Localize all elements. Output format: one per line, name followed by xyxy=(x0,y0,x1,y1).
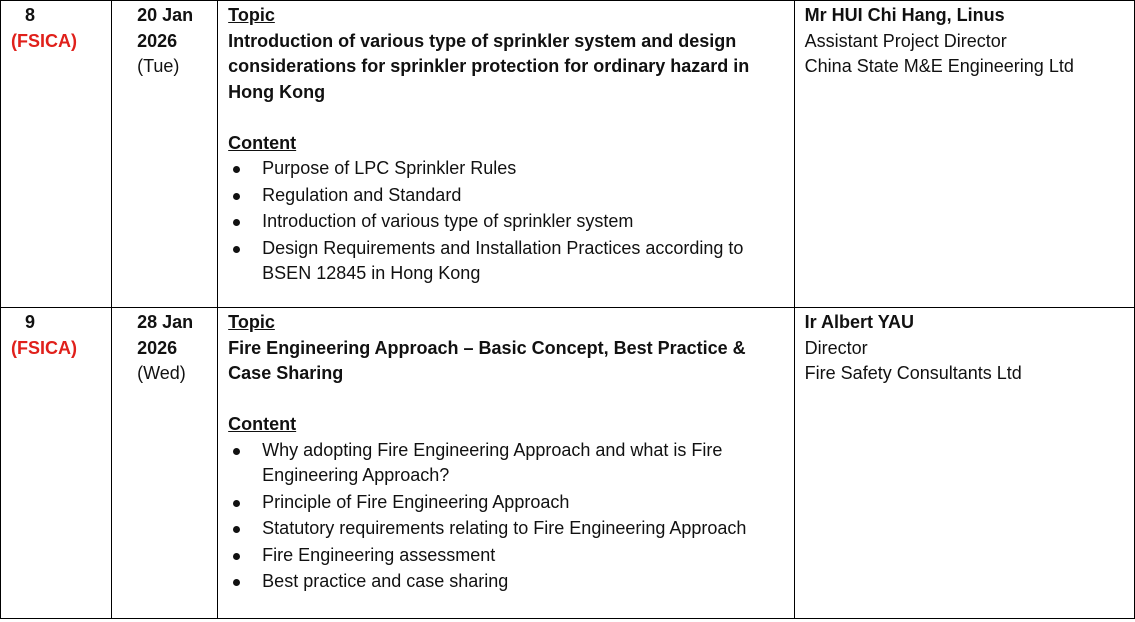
spacer xyxy=(228,105,784,131)
bullet-icon xyxy=(233,579,240,586)
session-date-weekday: (Tue) xyxy=(137,56,180,76)
topic-label: Topic xyxy=(228,5,275,25)
content-item xyxy=(228,236,784,287)
content-item xyxy=(228,569,784,595)
session-date-weekday: (Wed) xyxy=(137,363,186,383)
content-item xyxy=(228,183,784,209)
organizer-tag: (FSICA) xyxy=(11,30,77,51)
organizer-tag: (FSICA) xyxy=(11,337,77,358)
bullet-icon xyxy=(233,526,240,533)
content-item-text: Design Requirements and Installation Practices according to BSEN 12845 in Hong Kong xyxy=(262,237,744,283)
session-topic-cell xyxy=(218,1,795,308)
bullet-icon xyxy=(233,448,240,455)
session-number-cell xyxy=(1,1,112,308)
session-date-cell xyxy=(112,308,218,619)
content-item-text: Purpose of LPC Sprinkler Rules xyxy=(262,158,517,178)
session-date-year: 2026 xyxy=(137,337,178,358)
session-row xyxy=(1,1,1135,308)
content-item xyxy=(228,156,784,182)
session-date-day: 20 Jan xyxy=(137,5,194,25)
speaker-name: Mr HUI Chi Hang, Linus xyxy=(804,5,1005,25)
content-item xyxy=(228,209,784,235)
speaker-company: Fire Safety Consultants Ltd xyxy=(804,363,1022,383)
bullet-icon xyxy=(233,193,240,200)
bullet-icon xyxy=(233,219,240,226)
session-topic-cell xyxy=(218,308,795,619)
session-date-day: 28 Jan xyxy=(137,312,194,332)
speaker-title: Director xyxy=(804,337,868,358)
session-number: 8 xyxy=(25,5,36,25)
speaker-title: Assistant Project Director xyxy=(804,30,1007,51)
content-item xyxy=(228,490,784,516)
session-date-year: 2026 xyxy=(137,30,178,51)
topic-title: Introduction of various type of sprinkler system and design considerations for sprinkler protection for ordinary hazard in Hong Kong xyxy=(228,30,750,102)
content-item xyxy=(228,438,784,489)
content-label: Content xyxy=(228,132,297,153)
content-item-text: Principle of Fire Engineering Approach xyxy=(262,491,570,512)
speaker-company: China State M&E Engineering Ltd xyxy=(804,56,1074,76)
content-label: Content xyxy=(228,414,297,434)
spacer xyxy=(228,387,784,413)
content-list xyxy=(228,156,784,287)
session-number-cell xyxy=(1,308,112,619)
content-item-text: Introduction of various type of sprinkler system xyxy=(262,211,634,231)
content-item-text: Best practice and case sharing xyxy=(262,571,509,591)
bullet-icon xyxy=(233,500,240,507)
session-number: 9 xyxy=(25,312,36,332)
topic-title: Fire Engineering Approach – Basic Concept, Best Practice & Case Sharing xyxy=(228,337,746,383)
topic-label: Topic xyxy=(228,312,275,332)
content-list xyxy=(228,438,784,595)
speaker-name: Ir Albert YAU xyxy=(804,312,915,332)
bullet-icon xyxy=(233,166,240,173)
content-item-text: Regulation and Standard xyxy=(262,184,462,205)
content-item xyxy=(228,516,784,542)
bullet-icon xyxy=(233,246,240,253)
content-item-text: Fire Engineering assessment xyxy=(262,544,496,565)
session-speaker-cell xyxy=(794,308,1134,619)
content-item-text: Why adopting Fire Engineering Approach and what is Fire Engineering Approach? xyxy=(262,439,723,485)
bullet-icon xyxy=(233,553,240,560)
content-item xyxy=(228,543,784,569)
session-date-cell xyxy=(112,1,218,308)
session-speaker-cell xyxy=(794,1,1134,308)
content-item-text: Statutory requirements relating to Fire Engineering Approach xyxy=(262,518,747,538)
session-row xyxy=(1,308,1135,619)
